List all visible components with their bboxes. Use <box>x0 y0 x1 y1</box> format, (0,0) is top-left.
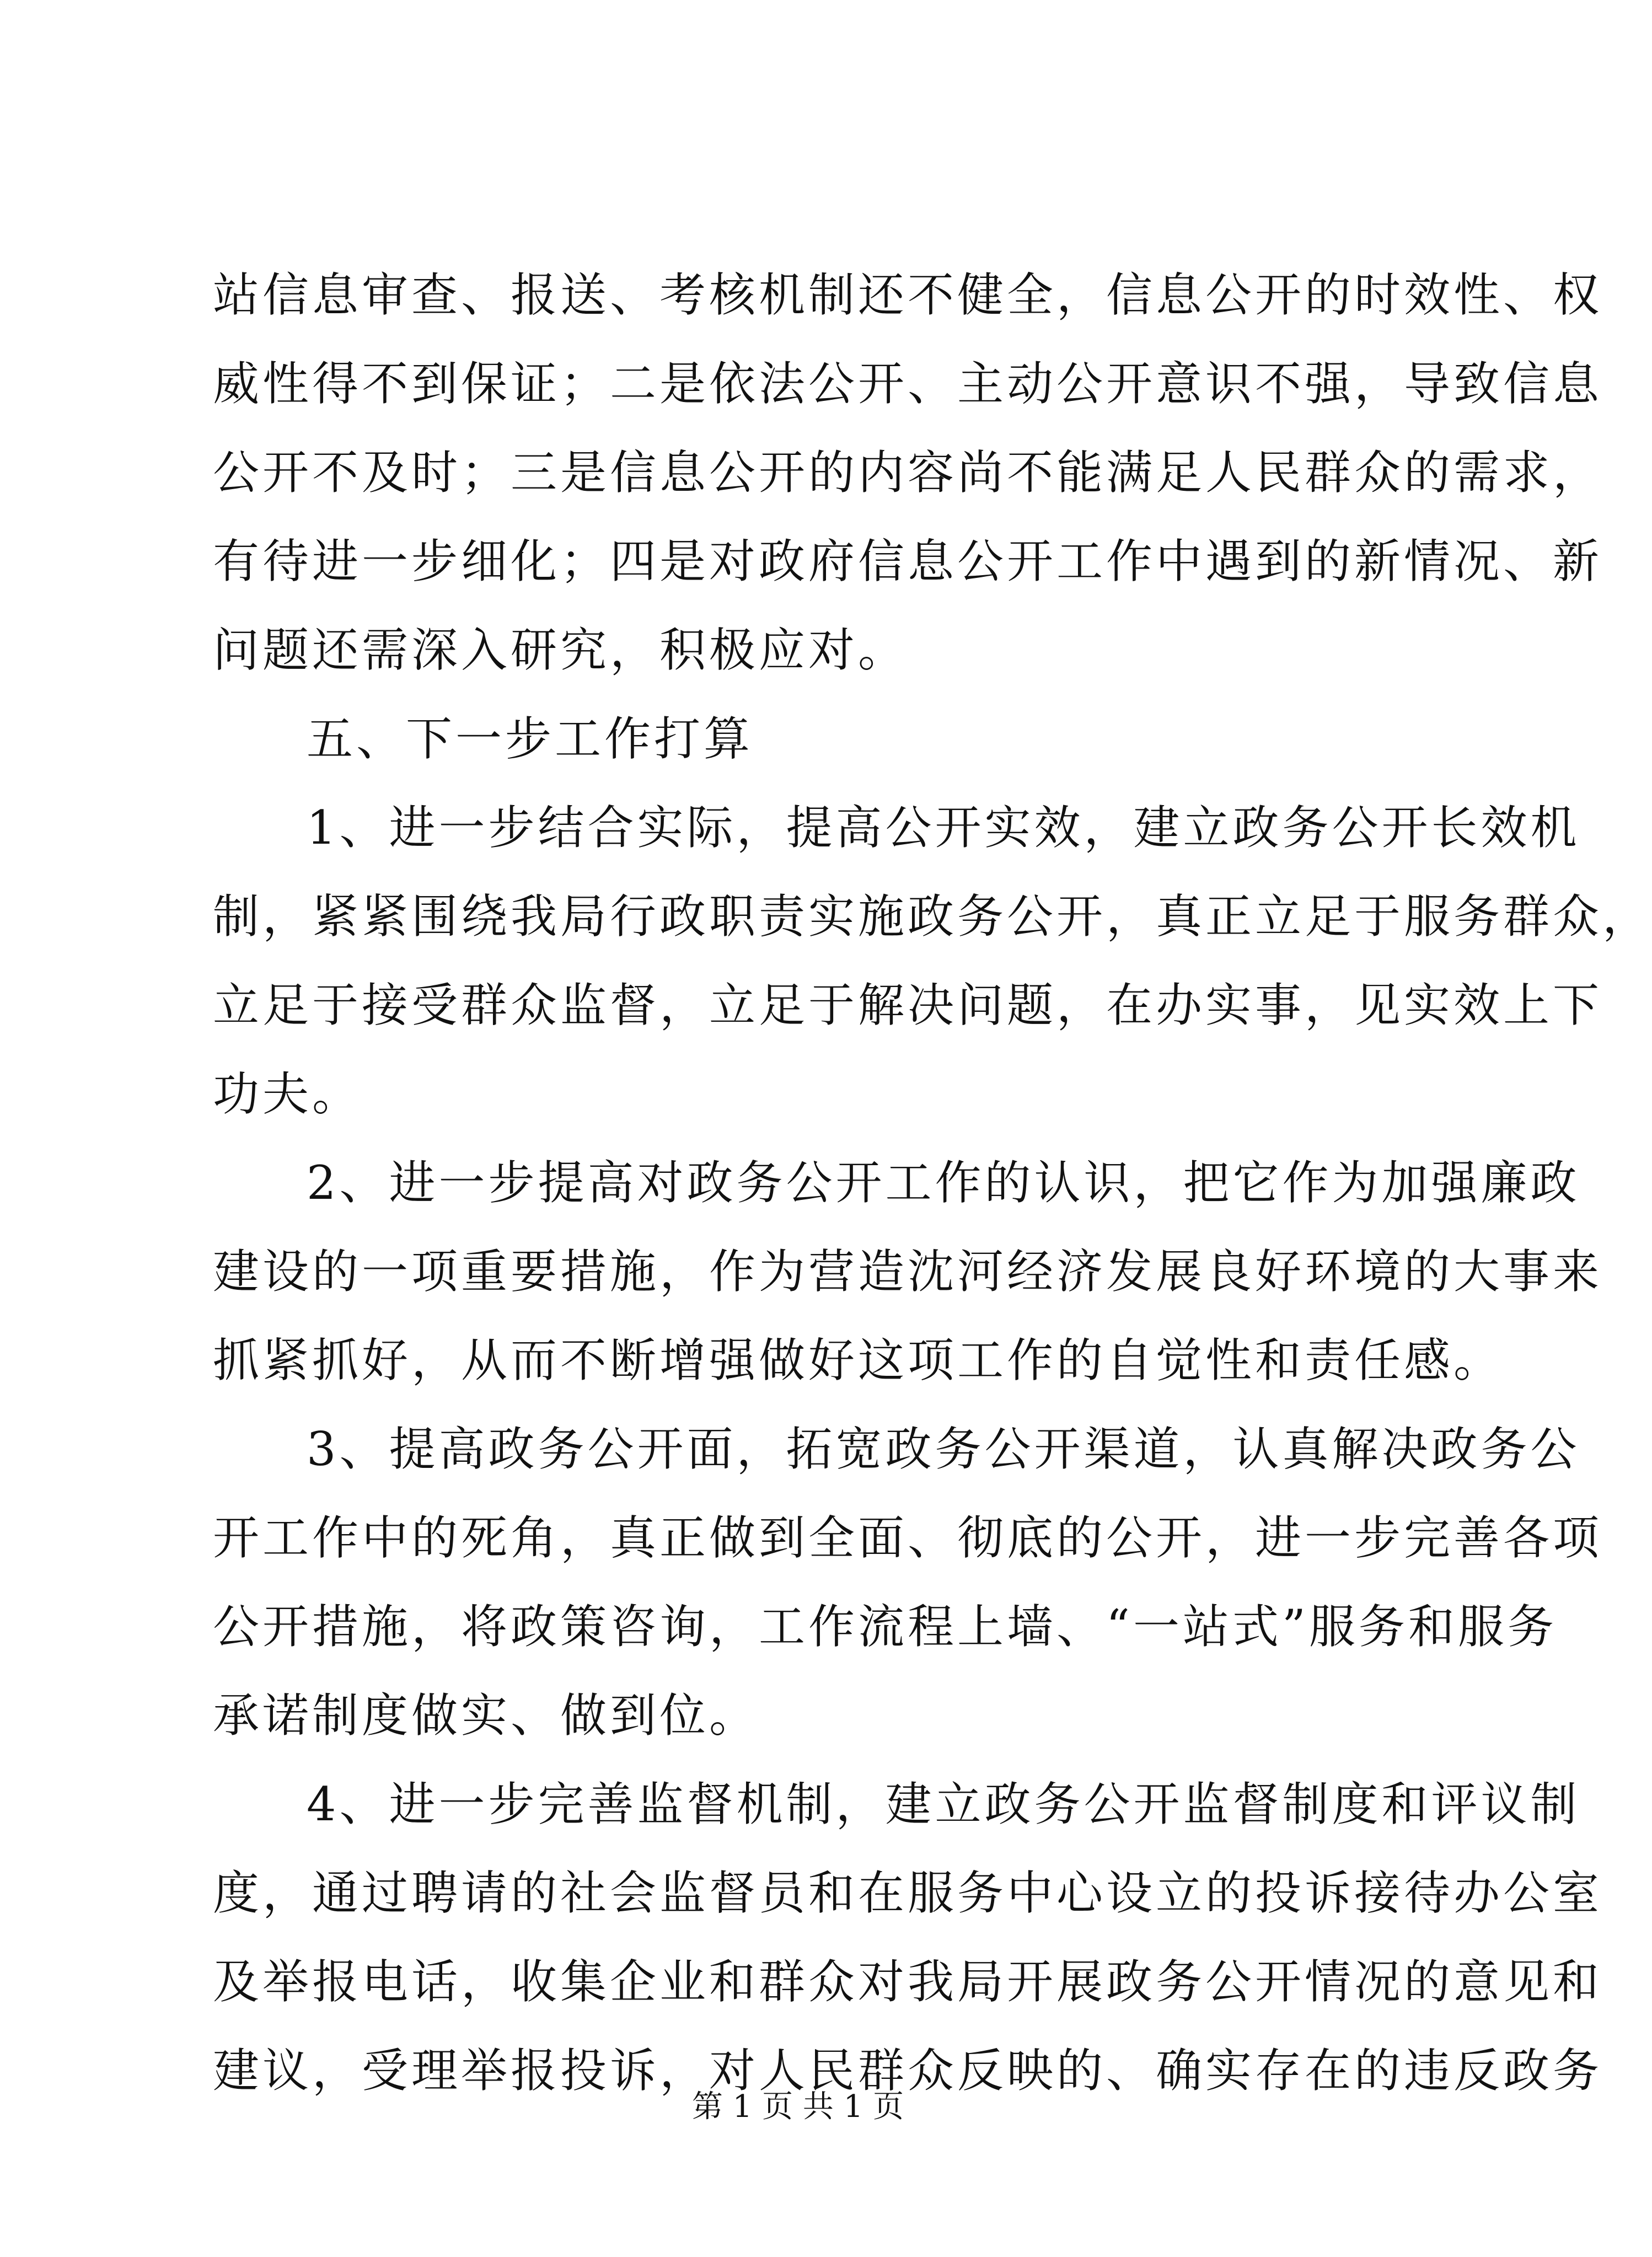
text-line: 抓紧抓好，从而不断增强做好这项工作的自觉性和责任感。 <box>213 1333 1504 1387</box>
text-line: 承诺制度做实、做到位。 <box>213 1688 759 1743</box>
text-line: 公开措施，将政策咨询，工作流程上墙、“一站式”服务和服务 <box>213 1600 1557 1654</box>
text-line: 制，紧紧围绕我局行政职责实施政务公开，真正立足于服务群众， <box>213 889 1652 943</box>
text-line: 1、进一步结合实际，提高公开实效，建立政务公开长效机 <box>307 801 1580 855</box>
text-line: 有待进一步细化；四是对政府信息公开工作中遇到的新情况、新 <box>213 534 1603 588</box>
text-line: 度，通过聘请的社会监督员和在服务中心设立的投诉接待办公室 <box>213 1866 1603 1920</box>
text-line: 3、提高政务公开面，拓宽政务公开渠道，认真解决政务公 <box>307 1422 1580 1476</box>
text-line: 建设的一项重要措施，作为营造沈河经济发展良好环境的大事来 <box>213 1245 1603 1299</box>
text-line: 立足于接受群众监督，立足于解决问题，在办实事，见实效上下 <box>213 978 1603 1032</box>
text-line: 公开不及时；三是信息公开的内容尚不能满足人民群众的需求， <box>213 446 1603 500</box>
text-line: 站信息审查、报送、考核机制还不健全，信息公开的时效性、权 <box>213 268 1603 322</box>
text-line: 建议，受理举报投诉，对人民群众反映的、确实存在的违反政务 <box>213 2044 1603 2098</box>
text-line: 及举报电话，收集企业和群众对我局开展政务公开情况的意见和 <box>213 1955 1603 2009</box>
document-body <box>213 251 1652 2115</box>
text-line: 开工作中的死角，真正做到全面、彻底的公开，进一步完善各项 <box>213 1511 1603 1565</box>
text-line: 问题还需深入研究，积极应对。 <box>213 623 908 677</box>
page-footer: 第 1 页 共 1 页 <box>691 2089 904 2125</box>
text-line: 威性得不到保证；二是依法公开、主动公开意识不强，导致信息 <box>213 357 1603 411</box>
section-heading: 五、下一步工作打算 <box>307 712 754 766</box>
text-line: 4、进一步完善监督机制，建立政务公开监督制度和评议制 <box>307 1777 1580 1831</box>
text-line: 2、进一步提高对政务公开工作的认识，把它作为加强廉政 <box>307 1156 1580 1210</box>
text-line: 功夫。 <box>213 1067 362 1121</box>
